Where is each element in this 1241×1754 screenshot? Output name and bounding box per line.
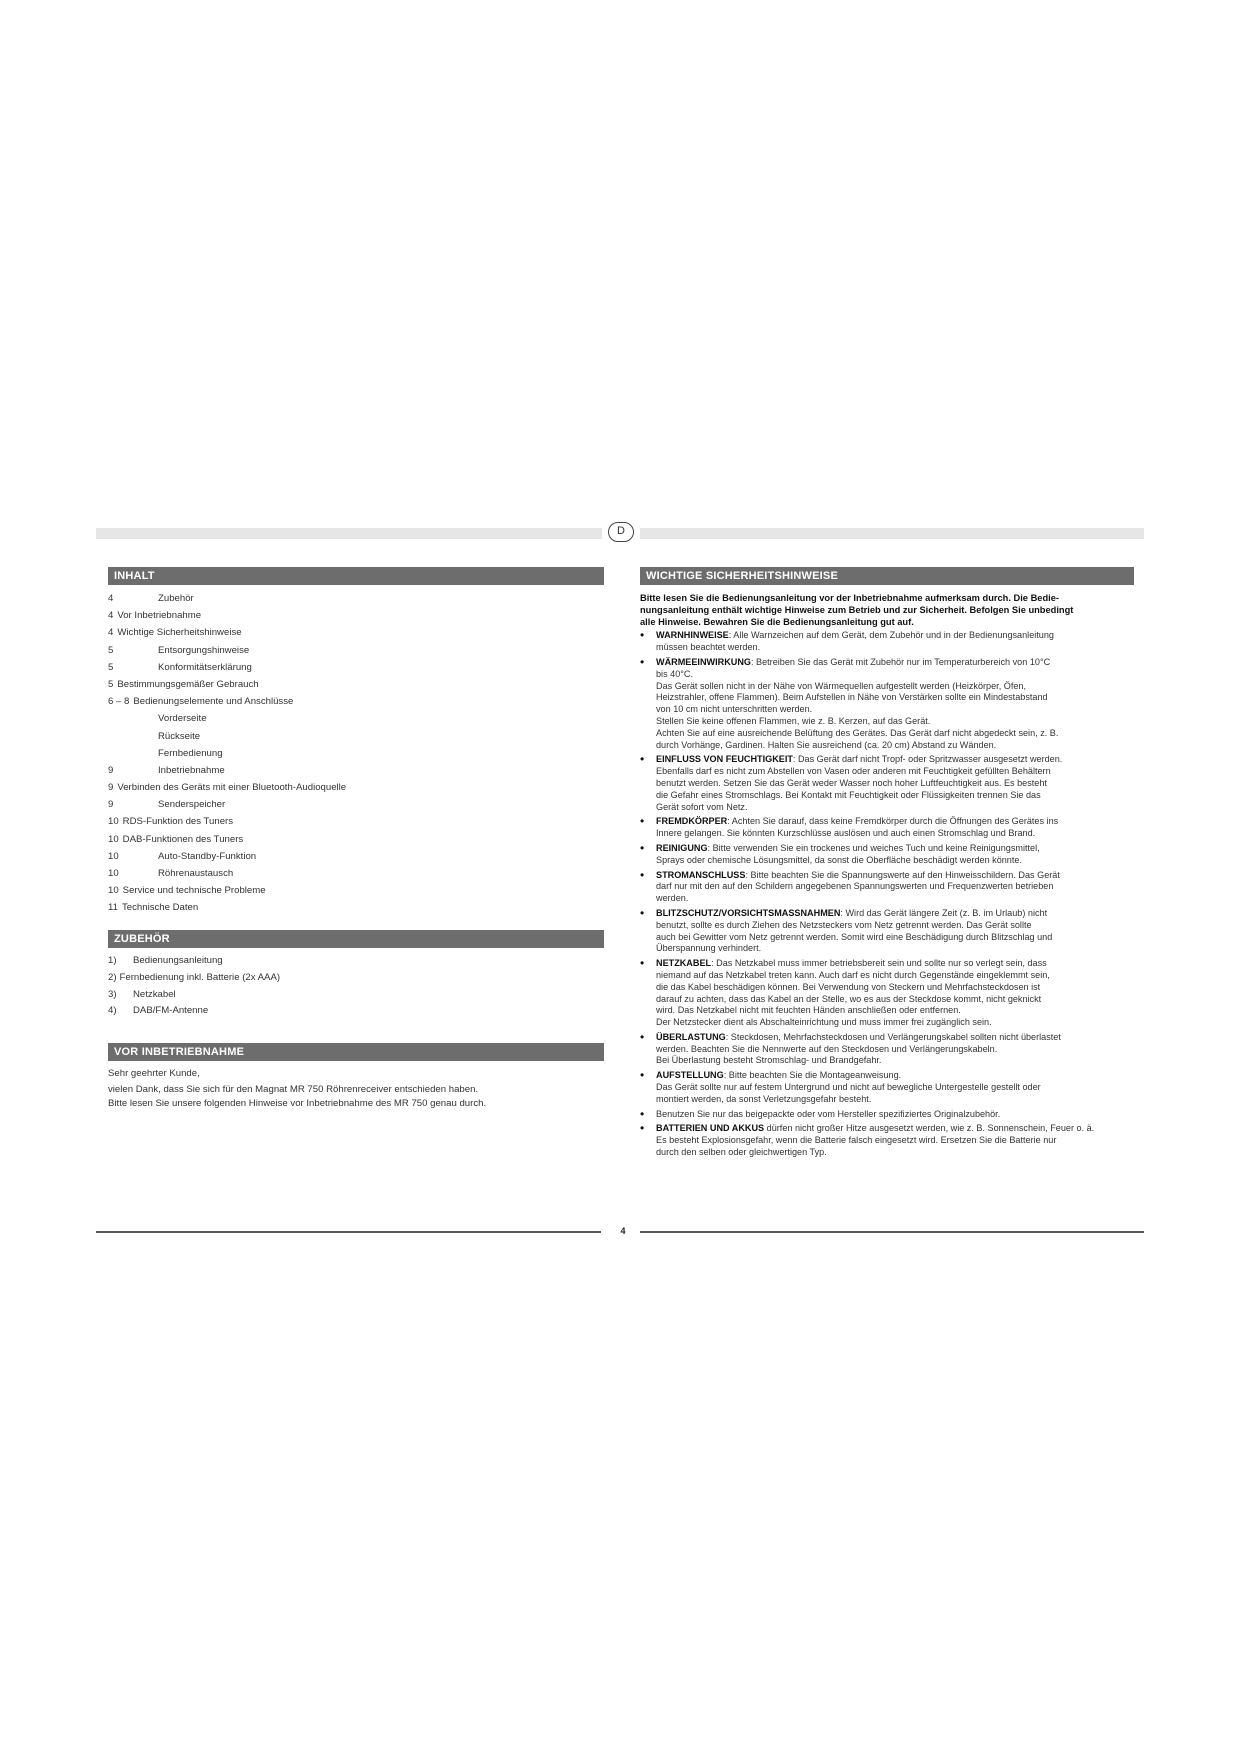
bullet-line: Es besteht Explosionsgefahr, wenn die Batterie falsch eingesetzt wird. Ersetzen Sie die Batterie nur bbox=[656, 1135, 1057, 1146]
toc-entry bbox=[108, 865, 600, 882]
vor-inbetriebnahme-heading: VOR INBETRIEBNAHME bbox=[108, 1043, 604, 1061]
bullet-line: Heizstrahler, offene Flammen). Beim Aufstellen in Nähe von Verstärken sollte ein Mindestabstand bbox=[656, 692, 1048, 703]
bullet-label: EINFLUSS VON FEUCHTIGKEIT bbox=[656, 754, 793, 765]
safety-bullet bbox=[640, 908, 1128, 955]
bullet-line: Das Gerät sollte nur auf festem Untergrund und nicht auf bewegliche Untergestelle gestellt oder bbox=[656, 1082, 1041, 1093]
bullet-line: benutzt werden. Setzen Sie das Gerät weder Wasser noch hoher Luftfeuchtigkeit aus. Es besteht bbox=[656, 777, 1047, 788]
accessory-number: 1) bbox=[108, 955, 117, 966]
bullet-line bbox=[656, 816, 1128, 828]
bullet-line: Achten Sie auf eine ausreichende Belüftung des Gerätes. Das Gerät darf nicht abgedeckt sein, z. B. bbox=[656, 727, 1059, 738]
toc-title: RDS-Funktion des Tuners bbox=[122, 816, 234, 828]
bullet-label: ÜBERLASTUNG bbox=[656, 1031, 726, 1042]
toc-page-number: 10 bbox=[108, 833, 119, 845]
safety-bullet bbox=[640, 843, 1128, 867]
vor-inbetriebnahme-text bbox=[108, 1067, 600, 1111]
safety-bullet bbox=[640, 1109, 1128, 1121]
bullet-text: : Betreiben Sie das Gerät mit Zubehör nur im Temperaturbereich von 10°C bbox=[750, 656, 1051, 667]
bullet-label: BLITZSCHUTZ/VORSICHTSMASSNAHMEN bbox=[656, 907, 841, 918]
accessory-number: 4) bbox=[108, 1005, 117, 1017]
accessory-item bbox=[108, 1003, 600, 1020]
intro-line: vielen Dank, dass Sie sich für den Magnat MR 750 Röhrenreceiver entschieden haben. bbox=[108, 1084, 479, 1095]
accessory-name: Fernbedienung inkl. Batterie (2x AAA) bbox=[119, 971, 281, 983]
toc-title: Auto-Standby-Funktion bbox=[158, 850, 257, 862]
bullet-line bbox=[656, 1123, 1128, 1135]
toc-entry bbox=[108, 796, 600, 813]
accessory-item bbox=[108, 987, 600, 1004]
safety-bullet bbox=[640, 657, 1128, 751]
toc-page-number: 9 bbox=[108, 764, 114, 776]
bullet-text: : Wird das Gerät längere Zeit (z. B. im Urlaub) nicht bbox=[840, 907, 1048, 918]
toc-entry bbox=[108, 831, 600, 848]
bullet-line: Ebenfalls darf es nicht zum Abstellen von Vasen oder anderen mit Feuchtigkeit gefüllten Behältern bbox=[656, 766, 1051, 777]
bullet-label: WÄRMEEINWIRKUNG bbox=[656, 656, 751, 667]
safety-bullet bbox=[640, 1123, 1128, 1158]
bullet-text: : Das Gerät darf nicht Tropf- oder Spritzwasser ausgesetzt werden. bbox=[792, 754, 1063, 765]
safety-bullet bbox=[640, 630, 1128, 654]
accessory-item bbox=[108, 953, 600, 970]
toc-page-number: 10 bbox=[108, 816, 119, 828]
toc-entry bbox=[108, 710, 600, 727]
safety-bullet bbox=[640, 1070, 1128, 1105]
toc-entry bbox=[108, 590, 600, 607]
bullet-line: • Benutzen Sie nur das beigepackte oder vom Hersteller spezifiziertes Originalzubehör. bbox=[656, 1108, 1001, 1119]
page-number: 4 bbox=[620, 1226, 626, 1236]
bullet-line bbox=[656, 958, 1128, 970]
toc-entry bbox=[108, 745, 600, 762]
toc-page-number: 5 bbox=[108, 678, 114, 690]
toc-title: Wichtige Sicherheitshinweise bbox=[117, 627, 242, 639]
bullet-label: REINIGUNG bbox=[656, 842, 708, 853]
language-badge: D bbox=[608, 522, 634, 542]
inhalt-heading: INHALT bbox=[108, 567, 604, 585]
bullet-text: : Bitte verwenden Sie ein trockenes und weiches Tuch und keine Reinigungsmittel, bbox=[707, 842, 1040, 853]
bullet-line: Das Gerät sollen nicht in der Nähe von Wärmequellen aufgestellt werden (Heizkörper, Öfen, bbox=[656, 680, 1026, 691]
intro-line: Bitte lesen Sie unsere folgenden Hinweise vor Inbetriebnahme des MR 750 genau durch. bbox=[108, 1098, 487, 1109]
safety-section bbox=[640, 593, 1128, 1162]
bullet-text: : Steckdosen, Mehrfachsteckdosen und Verlängerungskabel sollten nicht überlastet bbox=[725, 1031, 1061, 1042]
toc-page-number: 4 bbox=[108, 610, 114, 622]
toc-page-number: 4 bbox=[108, 593, 114, 604]
bullet-line bbox=[656, 630, 1128, 642]
toc-title: Verbinden des Geräts mit einer Bluetooth-Audioquelle bbox=[117, 782, 347, 794]
bullet-label: WARNHINWEISE bbox=[656, 630, 729, 641]
bullet-text: : Das Netzkabel muss immer betriebsbereit sein und sollte nur so verlegt sein, dass bbox=[711, 958, 1047, 969]
bullet-text: dürfen nicht großer Hitze ausgesetzt werden, wie z. B. Sonnenschein, Feuer o. ä. bbox=[764, 1123, 1095, 1134]
accessory-name: Netzkabel bbox=[133, 988, 176, 1000]
bullet-line bbox=[656, 1070, 1128, 1082]
toc-entry bbox=[108, 813, 600, 830]
bullet-line: Der Netzstecker dient als Abschalteinrichtung und muss immer frei zugänglich sein. bbox=[656, 1017, 992, 1028]
toc-page-number: 6 – 8 bbox=[108, 696, 130, 708]
bullet-line: Überspannung verhindert. bbox=[656, 943, 762, 954]
safety-bullet bbox=[640, 958, 1128, 1029]
toc-page-number: 4 bbox=[108, 627, 114, 639]
toc-title: Zubehör bbox=[158, 593, 194, 604]
toc-entry bbox=[108, 848, 600, 865]
accessory-name: DAB/FM-Antenne bbox=[133, 1005, 209, 1017]
toc-title: Senderspeicher bbox=[158, 799, 226, 811]
toc-page-number: 5 bbox=[108, 661, 114, 673]
toc-entry bbox=[108, 642, 600, 659]
toc-title: Service und technische Probleme bbox=[122, 885, 266, 897]
toc-title: Inbetriebnahme bbox=[158, 764, 225, 776]
safety-bullet bbox=[640, 816, 1128, 840]
toc-page-number: 5 bbox=[108, 644, 114, 656]
toc-entry bbox=[108, 676, 600, 693]
footer-rule-right bbox=[640, 1231, 1144, 1233]
toc-title: Vorderseite bbox=[158, 713, 207, 725]
bullet-line bbox=[656, 908, 1128, 920]
bullet-label: NETZKABEL bbox=[656, 958, 712, 969]
toc-page-number: 9 bbox=[108, 799, 114, 811]
bullet-line: werden. Beachten Sie die Nennwerte auf den Steckdosen und Verlängerungskabeln. bbox=[656, 1043, 998, 1054]
toc-entry bbox=[108, 762, 600, 779]
footer-rule-left bbox=[96, 1231, 601, 1233]
top-rule-right bbox=[640, 528, 1144, 539]
toc-entry bbox=[108, 779, 600, 796]
toc-title: Vor Inbetriebnahme bbox=[117, 610, 202, 622]
bullet-line: Stellen Sie keine offenen Flammen, wie z. B. Kerzen, auf das Gerät. bbox=[656, 715, 931, 726]
intro-line: nungsanleitung enthält wichtige Hinweise zum Betrieb und zur Sicherheit. Befolgen Sie unbedingt bbox=[640, 604, 1074, 615]
zubehoer-heading: ZUBEHÖR bbox=[108, 930, 604, 948]
bullet-line: werden. bbox=[656, 893, 689, 904]
bullet-line: darauf zu achten, dass das Kabel an der Stelle, wo es aus der Steckdose kommt, nicht geknickt bbox=[656, 993, 1042, 1004]
bullet-line: benutzt, sollte es durch Ziehen des Netzsteckers vom Netz getrennt werden. Das Gerät sollte bbox=[656, 919, 1032, 930]
toc-entry bbox=[108, 624, 600, 641]
bullet-line bbox=[656, 870, 1128, 882]
safety-bullet bbox=[640, 870, 1128, 905]
bullet-text: : Bitte beachten Sie die Spannungswerte auf den Hinweisschildern. Das Gerät bbox=[745, 869, 1060, 880]
accessory-number: 2) bbox=[108, 971, 117, 983]
toc-title: Röhrenaustausch bbox=[158, 868, 234, 879]
safety-intro bbox=[640, 593, 1128, 628]
toc-page-number: 10 bbox=[108, 850, 119, 862]
bullet-line: von 10 cm nicht unterschritten werden. bbox=[656, 704, 813, 715]
toc-page-number: 10 bbox=[108, 868, 119, 879]
intro-line: Bitte lesen Sie die Bedienungsanleitung vor der Inbetriebnahme aufmerksam durch. Die Bedie- bbox=[640, 593, 1059, 603]
greeting: Sehr geehrter Kunde, bbox=[108, 1068, 200, 1079]
accessory-item bbox=[108, 970, 600, 987]
bullet-label: AUFSTELLUNG bbox=[656, 1070, 724, 1081]
bullet-label: BATTERIEN UND AKKUS bbox=[656, 1123, 765, 1134]
bullet-line: die Gefahr eines Stromschlags. Bei Kontakt mit Feuchtigkeit oder Flüssigkeiten trennen Sie das bbox=[656, 789, 1041, 800]
safety-bullet bbox=[640, 754, 1128, 813]
bullet-line: Bei Überlastung besteht Stromschlag- und Brandgefahr. bbox=[656, 1055, 882, 1066]
toc-page-number: 11 bbox=[108, 902, 118, 914]
toc-title: Entsorgungshinweise bbox=[158, 644, 250, 656]
bullet-line: Innere gelangen. Sie könnten Kurzschlüsse auslösen und auch einen Stromschlag und Brand. bbox=[656, 828, 1036, 839]
toc-title: Technische Daten bbox=[121, 902, 199, 914]
accessory-name: Bedienungsanleitung bbox=[133, 955, 223, 966]
toc-entry bbox=[108, 728, 600, 745]
intro-line: alle Hinweise. Bewahren Sie die Bedienungsanleitung gut auf. bbox=[640, 616, 914, 627]
bullet-line bbox=[656, 754, 1128, 766]
toc-title: Bestimmungsgemäßer Gebrauch bbox=[117, 678, 259, 690]
bullet-line: Sprays oder chemische Lösungsmittel, da sonst die Oberfläche beschädigt werden könnte. bbox=[656, 854, 1022, 865]
toc-entry bbox=[108, 607, 600, 624]
bullet-line: niemand auf das Netzkabel treten kann. Auch darf es nicht durch Gegenstände eingeklemmt sein, bbox=[656, 969, 1050, 980]
bullet-line: die das Kabel beschädigen können. Bei Verwendung von Steckern und Mehrfachsteckdosen ist bbox=[656, 981, 1041, 992]
bullet-line bbox=[656, 843, 1128, 855]
bullet-line: bis 40°C. bbox=[656, 668, 693, 679]
accessory-number: 3) bbox=[108, 988, 117, 1000]
bullet-label: FREMDKÖRPER bbox=[656, 816, 728, 827]
bullet-line: wird. Das Netzkabel nicht mit feuchten Händen anschließen oder entfernen. bbox=[656, 1005, 961, 1016]
toc-title: Bedienungselemente und Anschlüsse bbox=[133, 696, 294, 708]
toc-entry bbox=[108, 693, 600, 710]
toc-entry bbox=[108, 882, 600, 899]
toc-title: Rückseite bbox=[158, 730, 201, 742]
bullet-label: STROMANSCHLUSS bbox=[656, 869, 746, 880]
sicherheit-heading: WICHTIGE SICHERHEITSHINWEISE bbox=[640, 567, 1134, 585]
toc-entry bbox=[108, 899, 600, 916]
bullet-text: : Alle Warnzeichen auf dem Gerät, dem Zubehör und in der Bedienungsanleitung bbox=[728, 630, 1054, 641]
toc-entry bbox=[108, 659, 600, 676]
bullet-line: durch den selben oder gleichwertigen Typ. bbox=[656, 1147, 827, 1158]
bullet-line: auch bei Gewitter vom Netz getrennt werden. Somit wird eine Beschädigung durch Blitzschlag und bbox=[656, 931, 1053, 942]
bullet-text: : Bitte beachten Sie die Montageanweisung. bbox=[723, 1070, 902, 1081]
toc-list bbox=[108, 590, 600, 917]
toc-page-number: 10 bbox=[108, 885, 119, 897]
bullet-text: : Achten Sie darauf, dass keine Fremdkörper durch die Öffnungen des Gerätes ins bbox=[727, 816, 1059, 827]
safety-bullet bbox=[640, 1032, 1128, 1067]
bullet-line: müssen beachtet werden. bbox=[656, 642, 761, 653]
bullet-line: Gerät sofort vom Netz. bbox=[656, 801, 748, 812]
toc-title: Fernbedienung bbox=[158, 747, 223, 759]
toc-title: DAB-Funktionen des Tuners bbox=[122, 833, 244, 845]
bullet-line bbox=[656, 1032, 1128, 1044]
bullet-line bbox=[656, 657, 1128, 669]
accessory-list bbox=[108, 953, 600, 1020]
bullet-line: durch Vorhänge, Gardinen. Halten Sie ausreichend (ca. 20 cm) Abstand zu Wänden. bbox=[656, 739, 997, 750]
toc-page-number: 9 bbox=[108, 782, 114, 794]
safety-bullet-list bbox=[640, 630, 1128, 1158]
bullet-line: montiert werden, da sonst Verletzungsgefahr besteht. bbox=[656, 1093, 872, 1104]
bullet-line: darf nur mit den auf den Schildern angegebenen Spannungswerten und Frequenzwerten betrieben bbox=[656, 881, 1054, 892]
toc-title: Konformitätserklärung bbox=[158, 661, 252, 673]
top-rule-left bbox=[96, 528, 602, 539]
